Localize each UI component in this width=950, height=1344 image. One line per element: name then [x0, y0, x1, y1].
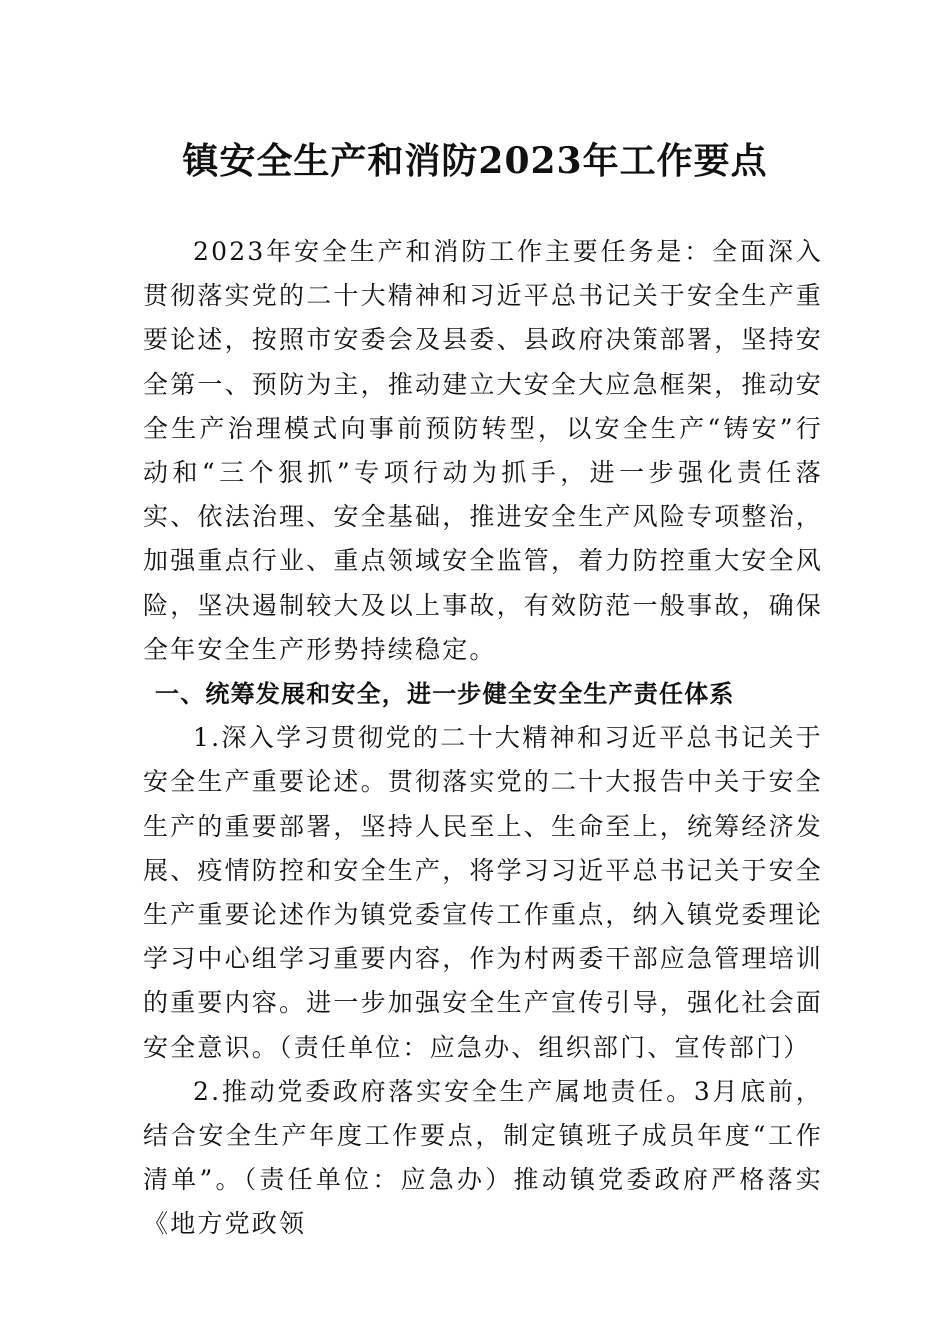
document-body [143, 230, 823, 1247]
item-1-paragraph: 1.深入学习贯彻党的二十大精神和习近平总书记关于安全生产重要论述。贯彻落实党的二十大报告中关于安全生产的重要部署，坚持人民至上、生命至上，统筹经济发展、疫情防控和安全生产，将学习习近平总书记关于安全生产重要论述作为镇党委宣传工作重点，纳入镇党委理论学习中心组学习重要内容，作为村两委干部应急管理培训的重要内容。进一步加强安全生产宣传引导，强化社会面安全意识。（责任单位：应急办、组织部门、宣传部门） [143, 723, 824, 1062]
item-2-paragraph: 2.推动党委政府落实安全生产属地责任。3月底前，结合安全生产年度工作要点，制定镇班子成员年度“工作清单”。（责任单位：应急办）推动镇党委政府严格落实《地方党政领 [143, 1076, 823, 1239]
document-title: 镇安全生产和消防2023年工作要点 [182, 140, 768, 182]
intro-paragraph: 2023年安全生产和消防工作主要任务是：全面深入贯彻落实党的二十大精神和习近平总书记关于安全生产重要论述，按照市安委会及县委、县政府决策部署，坚持安全第一、预防为主，推动建立大安全大应急框架，推动安全生产治理模式向事前预防转型，以安全生产“铸安”行动和“三个狠抓”专项行动为抓手，进一步强化责任落实、依法治理、安全基础，推进安全生产风险专项整治，加强重点行业、重点领域安全监管，着力防控重大安全风险，坚决遏制较大及以上事故，有效防范一般事故，确保全年安全生产形势持续稳定。 [143, 237, 824, 664]
section-heading-1: 一、统筹发展和安全，进一步健全安全生产责任体系 [155, 680, 735, 709]
